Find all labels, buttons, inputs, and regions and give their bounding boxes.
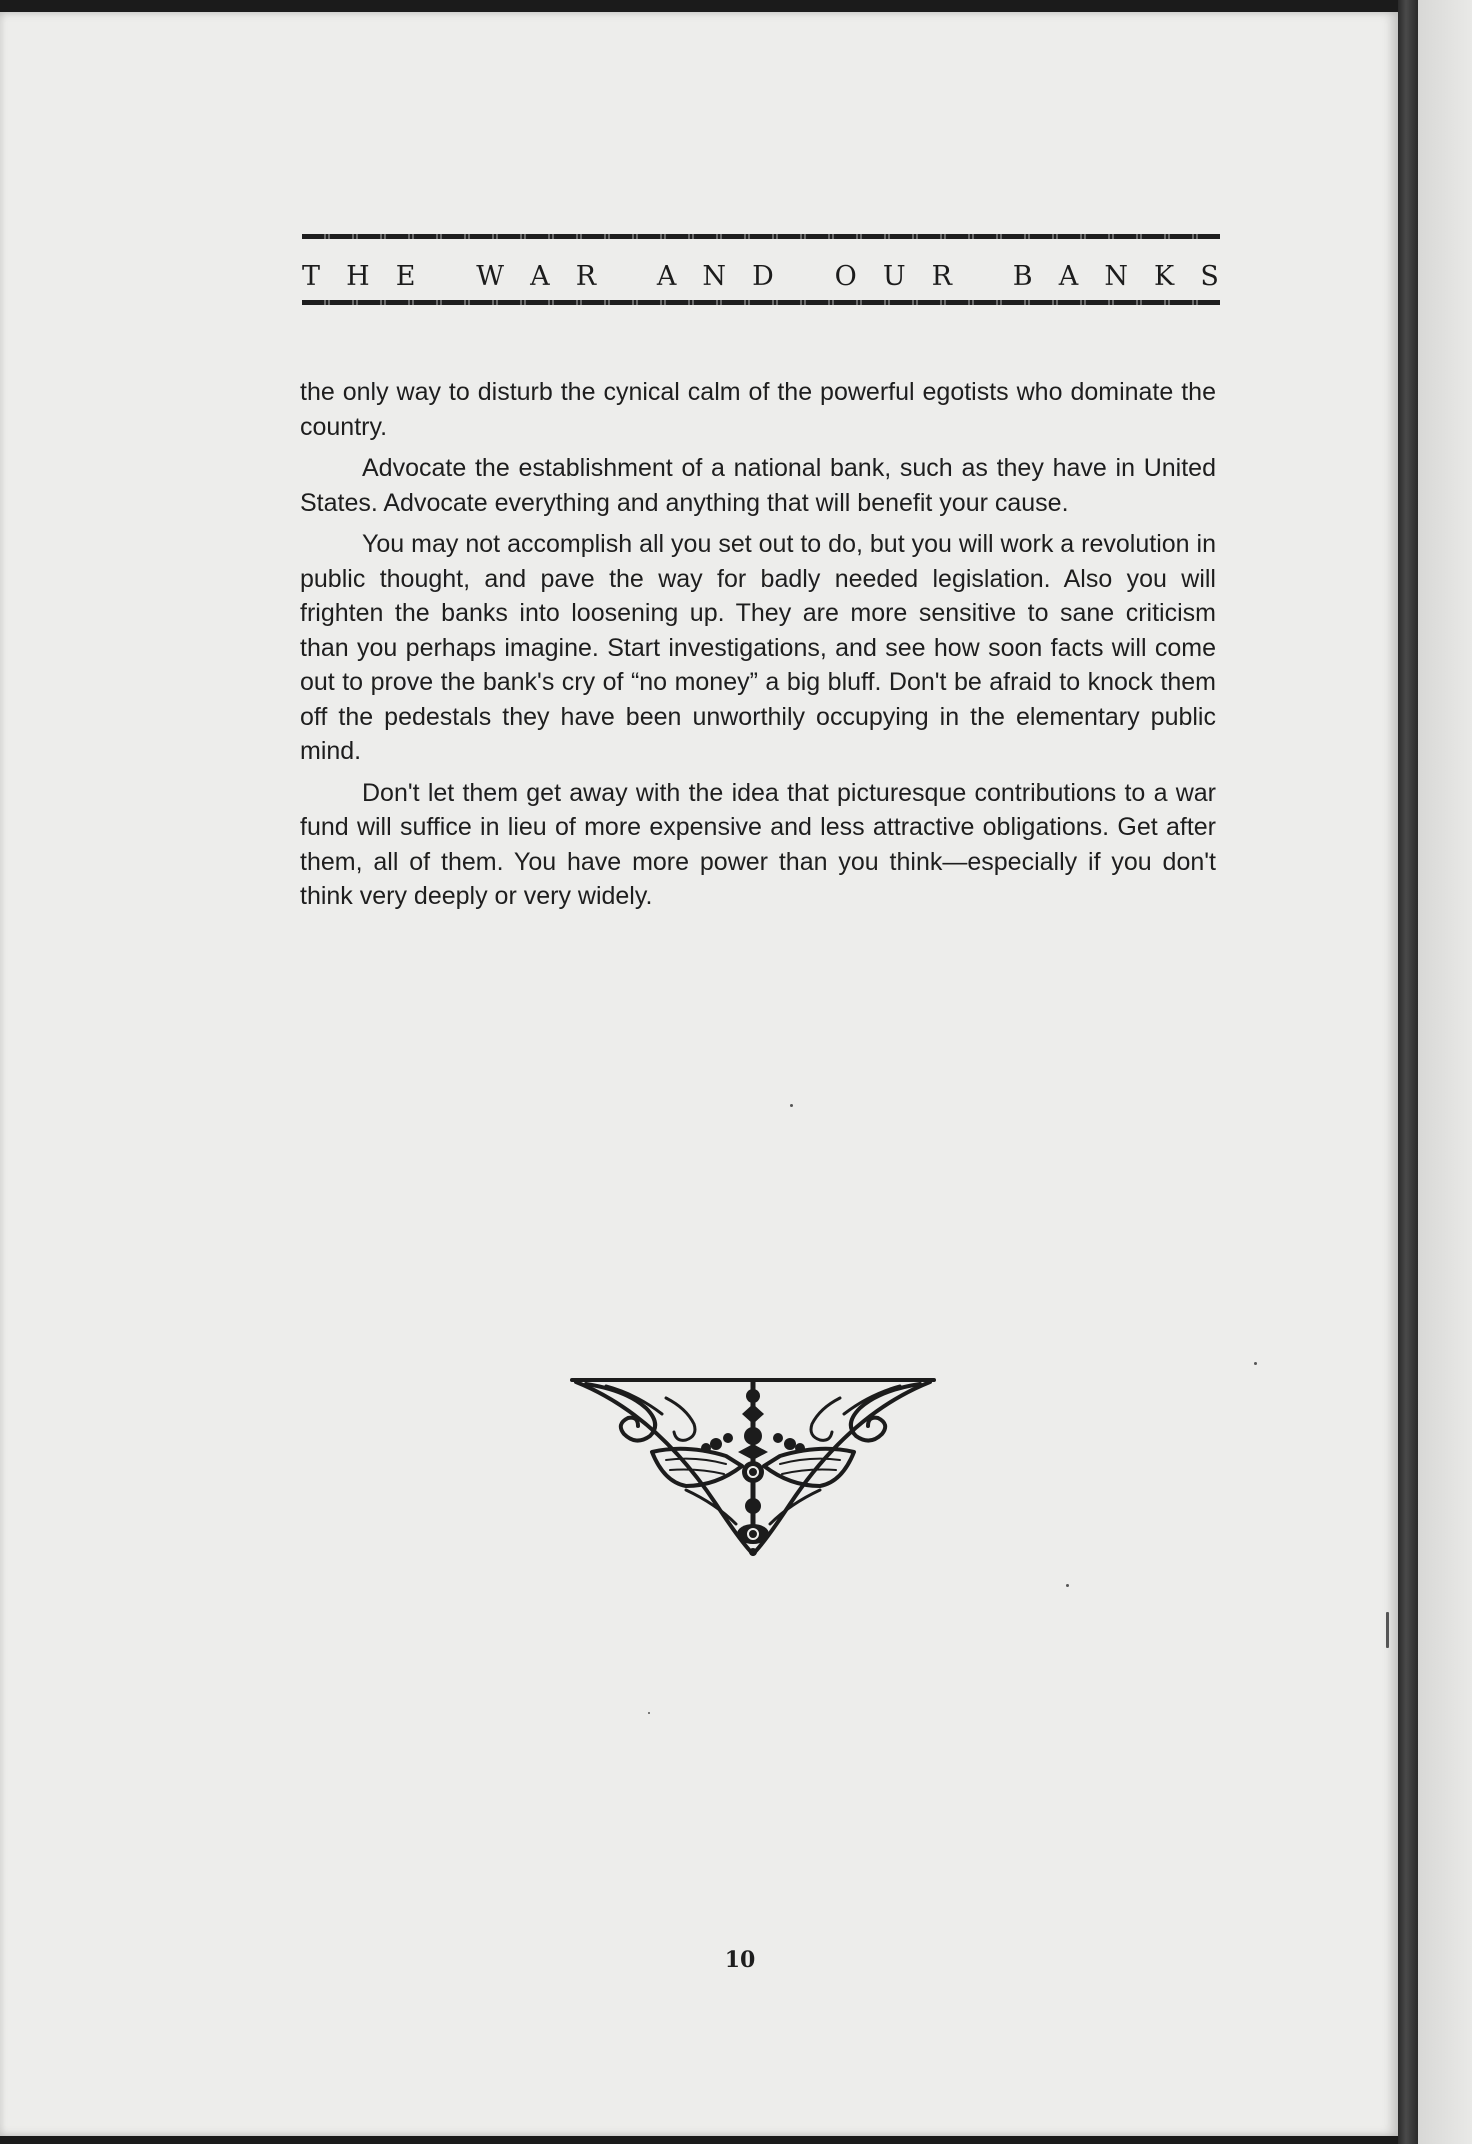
running-head-letter: D xyxy=(752,260,775,292)
header-rule-top xyxy=(302,234,1220,239)
paragraph-4: Don't let them get away with the idea that picturesque contributions to a war fund will suffice in lieu of more expensive and less attractive obligations. Get after them, all of them. You have more power than you think—especially if you don't think very deeply or very widely. xyxy=(300,778,1216,910)
running-head-letter: A xyxy=(1058,260,1080,292)
running-head-letter: R xyxy=(931,260,954,292)
running-head-letter: H xyxy=(346,260,371,292)
page-gutter-shadow xyxy=(1398,0,1418,2144)
running-head-letter xyxy=(978,261,988,292)
running-head-letter: K xyxy=(1154,260,1176,292)
running-head-letter: N xyxy=(702,260,728,292)
scan-speck xyxy=(790,1104,793,1107)
scan-speck xyxy=(1066,1584,1069,1587)
running-head-letter: A xyxy=(530,260,551,292)
running-head-letter: T xyxy=(302,260,322,292)
header-rule-bottom xyxy=(302,300,1220,305)
running-head-letter: S xyxy=(1200,260,1220,292)
running-head-letter: R xyxy=(575,260,598,292)
running-head-letter: W xyxy=(476,260,506,292)
scan-speck xyxy=(1254,1362,1257,1365)
running-head-letter: A xyxy=(656,260,678,292)
scan-speck xyxy=(648,1712,650,1714)
running-head-title xyxy=(302,256,1220,296)
running-header xyxy=(302,234,1220,312)
running-head-letter xyxy=(622,261,632,292)
running-head-letter: U xyxy=(882,260,907,292)
paragraph-2: Advocate the establishment of a national bank, such as they have in United States. Advocate everything and anything that will benefit your cause. xyxy=(300,454,1216,517)
paragraph-1: the only way to disturb the cynical calm of the powerful egotists who dominate the country. xyxy=(300,378,1216,441)
running-head-letter: N xyxy=(1104,260,1129,292)
cornucopia-vignette-icon xyxy=(566,1374,940,1560)
running-head-letter: E xyxy=(395,260,417,292)
running-head-letter xyxy=(442,261,452,292)
running-head-letter: O xyxy=(834,260,858,292)
scan-speck xyxy=(1386,1612,1389,1648)
body-text xyxy=(300,375,1216,921)
page-number: 10 xyxy=(724,1947,756,1973)
paragraph-3: You may not accomplish all you set out to do, but you will work a revolution in public thought, and pave the way for badly needed legislation. Also you will frighten the banks into loosening up. They are more sensitive to sane criticism than you perhaps imagine. Start investigations, and see how soon facts will come out to prove the bank's cry of “no money” a big bluff. Don't be afraid to knock them off the pedestals they have been unworthily occupying in the elementary public mind. xyxy=(300,530,1216,765)
book-page xyxy=(0,12,1398,2136)
adjacent-page-edge xyxy=(1418,0,1472,2144)
running-head-letter xyxy=(800,261,810,292)
running-head-letter: B xyxy=(1012,260,1034,292)
